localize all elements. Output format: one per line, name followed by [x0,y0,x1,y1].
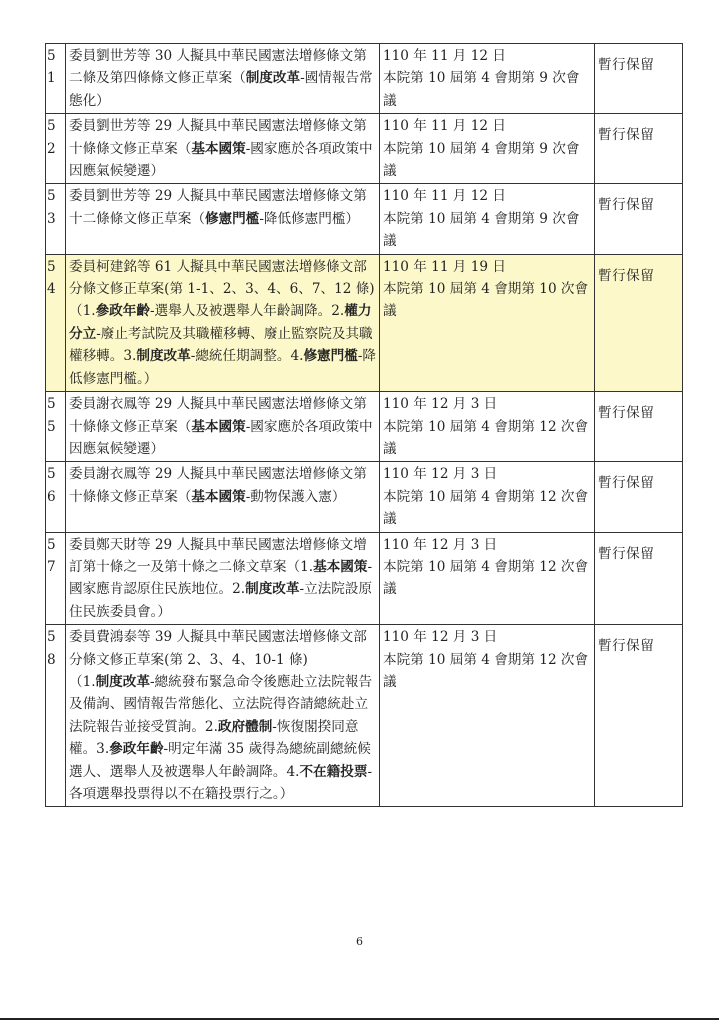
row-number: 57 [46,532,66,625]
table-row [46,114,683,184]
table-row [46,532,683,625]
row-number: 51 [46,44,66,114]
proposal-description: 委員柯建銘等 61 人擬具中華民國憲法增修條文部分條文修正草案(第 1-1、2、3、4、6、7、12 條) （1.參政年齡-選舉人及被選舉人年齡調降。2.權力分立-廢止考試院及其職權移轉、廢止監察院及其職權移轉。3.制度改革-總統任期調整。4.修憲門檻-降低修憲門檻。） [66,254,380,391]
proposal-description: 委員劉世芳等 29 人擬具中華民國憲法增修條文第十條條文修正草案（基本國策-國家應於各項政策中因應氣候變遷） [66,114,380,184]
proposal-meeting: 本院第 10 屆第 4 會期第 12 次會議 [383,651,589,690]
row-number: 52 [46,114,66,184]
proposal-date-cell [380,392,595,462]
proposal-meeting: 本院第 10 屆第 4 會期第 9 次會議 [383,210,580,250]
proposal-date-cell [380,114,595,184]
table-row [46,44,683,114]
proposal-meeting: 本院第 10 屆第 4 會期第 12 次會議 [383,558,589,598]
proposal-status: 暫行保留 [595,254,683,391]
proposal-description: 委員謝衣鳳等 29 人擬具中華民國憲法增修條文第十條條文修正草案（基本國策-動物保護入憲） [66,462,380,532]
proposal-meeting: 本院第 10 屆第 4 會期第 10 次會議 [383,281,589,320]
proposal-date-cell [380,184,595,254]
proposal-meeting: 本院第 10 屆第 4 會期第 12 次會議 [383,418,589,457]
proposal-meeting: 本院第 10 屆第 4 會期第 12 次會議 [383,488,589,528]
records-table [45,43,683,807]
proposal-date: 110 年 12 月 3 日 [383,466,498,483]
proposal-status: 暫行保留 [595,625,683,807]
proposal-status: 暫行保留 [595,462,683,532]
proposal-meeting: 本院第 10 屆第 4 會期第 9 次會議 [383,70,580,109]
proposal-status: 暫行保留 [595,44,683,114]
table-row [46,254,683,391]
table-row [46,462,683,532]
proposal-description: 委員劉世芳等 29 人擬具中華民國憲法增修條文第十二條條文修正草案（修憲門檻-降低修憲門檻） [66,184,380,254]
proposal-status: 暫行保留 [595,184,683,254]
proposal-description: 委員鄭天財等 29 人擬具中華民國憲法增修條文增訂第十條之一及第十條之二條文草案（1.基本國策-國家應肯認原住民族地位。2.制度改革-立法院設原住民族委員會。） [66,532,380,625]
row-number: 54 [46,254,66,391]
proposal-date: 110 年 11 月 19 日 [383,258,506,275]
table-row [46,184,683,254]
proposal-date: 110 年 12 月 3 日 [383,629,498,646]
proposal-date-cell [380,625,595,807]
proposal-date-cell [380,462,595,532]
proposal-date-cell [380,44,595,114]
proposal-date: 110 年 12 月 3 日 [383,396,498,413]
proposal-status: 暫行保留 [595,392,683,462]
proposal-status: 暫行保留 [595,114,683,184]
proposal-date: 110 年 12 月 3 日 [383,536,498,553]
proposal-description: 委員劉世芳等 30 人擬具中華民國憲法增修條文第二條及第四條條文修正草案（制度改革-國情報告常態化） [66,44,380,114]
records-table-body [46,44,683,807]
page-number: 6 [356,935,363,948]
proposal-date-cell [380,532,595,625]
proposal-date: 110 年 11 月 12 日 [383,188,506,205]
row-number: 58 [46,625,66,807]
table-row [46,625,683,807]
table-row [46,392,683,462]
proposal-description: 委員謝衣鳳等 29 人擬具中華民國憲法增修條文第十條條文修正草案（基本國策-國家應於各項政策中因應氣候變遷） [66,392,380,462]
row-number: 55 [46,392,66,462]
proposal-description: 委員費鴻泰等 39 人擬具中華民國憲法增修條文部分條文修正草案(第 2、3、4、10-1 條) （1.制度改革-總統發布緊急命令後應赴立法院報告及備詢、國情報告常態化、立法院得咨請總統赴立法院報告並接受質詢。2.政府體制-恢復閣揆同意權。3.參政年齡-明定年滿 35 歲得為總統副總統候選人、選舉人及被選舉人年齡調降。4.不在籍投票-各項選舉投票得以不在籍投票行之。） [66,625,380,807]
bottom-rule [0,1018,719,1020]
proposal-meeting: 本院第 10 屆第 4 會期第 9 次會議 [383,140,580,180]
row-number: 53 [46,184,66,254]
proposal-date-cell [380,254,595,391]
proposal-date: 110 年 11 月 12 日 [383,118,506,135]
proposal-status: 暫行保留 [595,532,683,625]
row-number: 56 [46,462,66,532]
proposal-date: 110 年 11 月 12 日 [383,48,506,64]
